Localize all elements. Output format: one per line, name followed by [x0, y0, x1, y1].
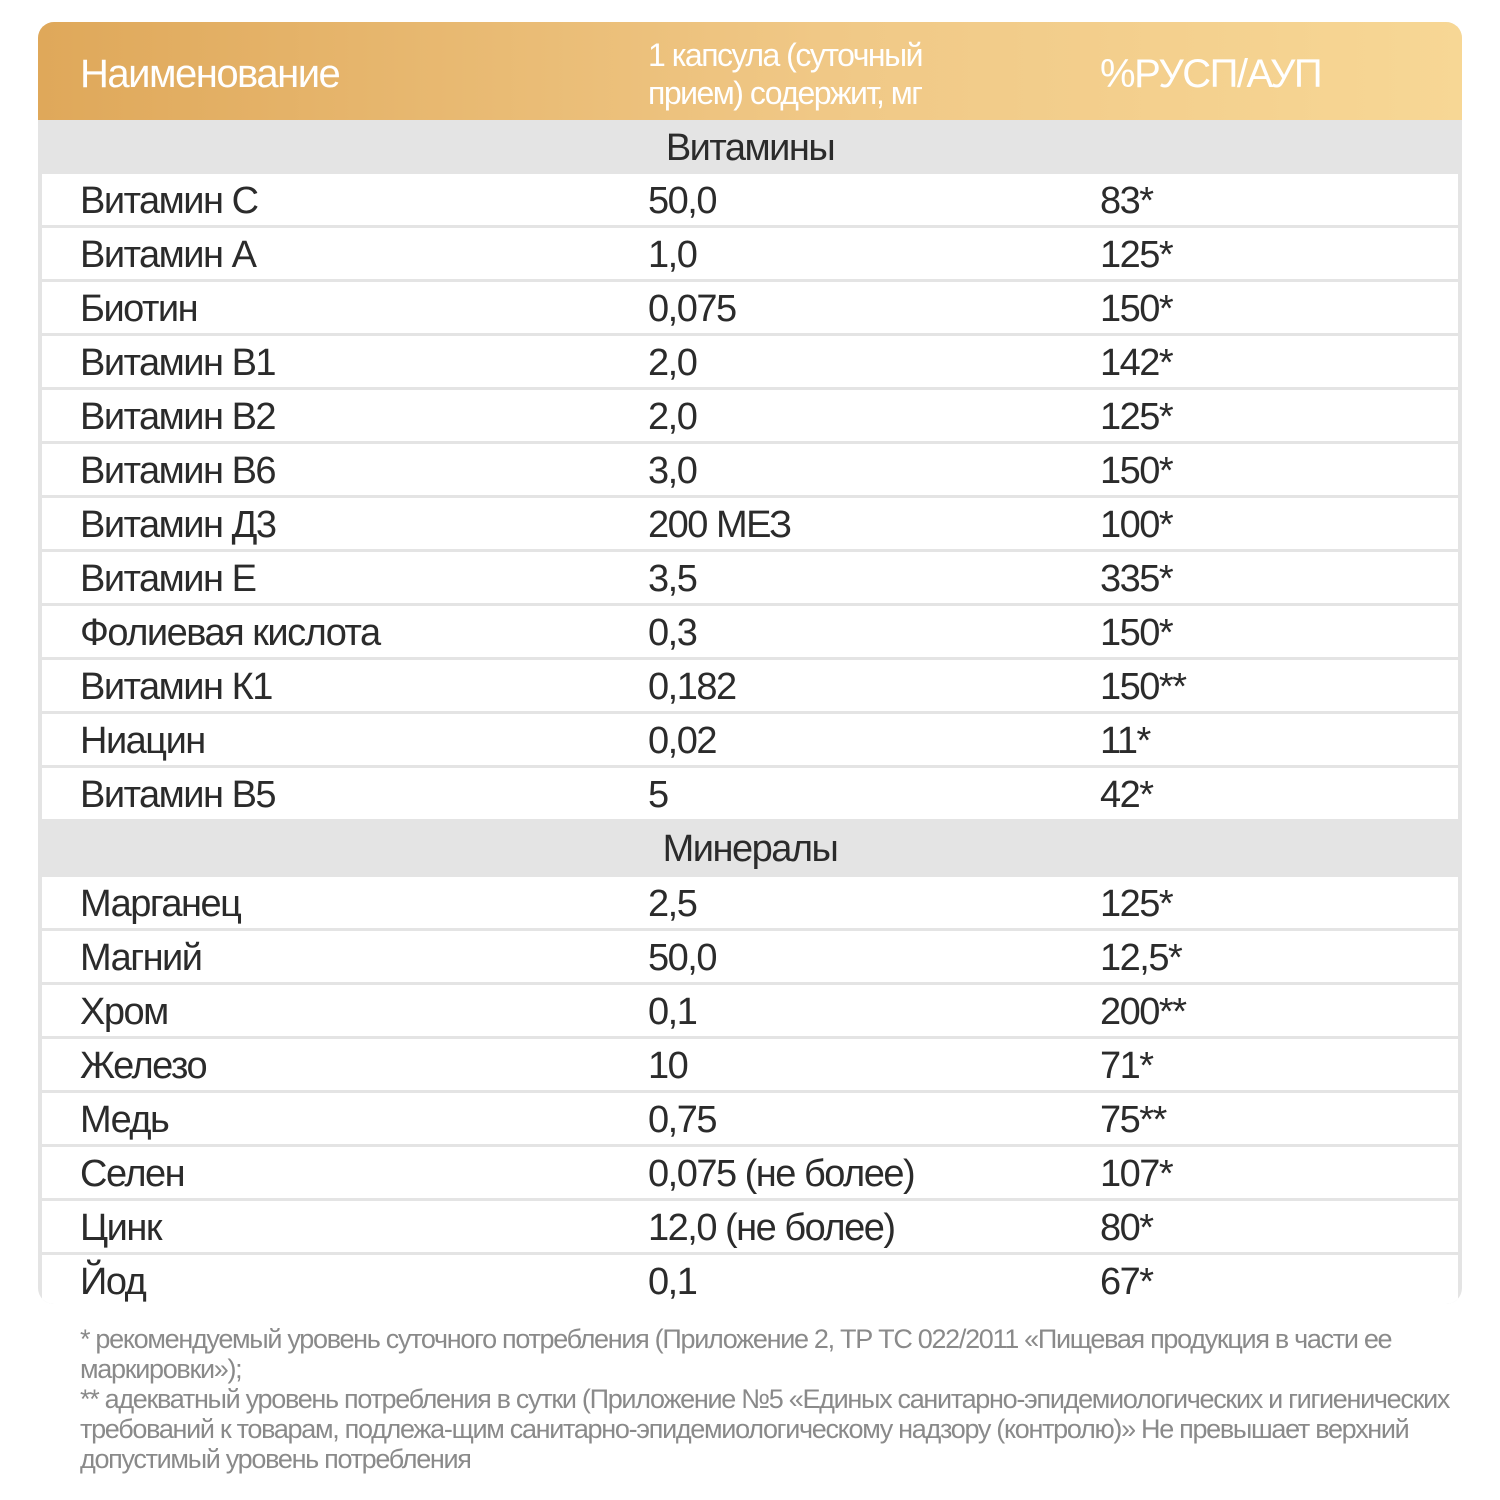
table-row	[42, 1201, 1458, 1252]
cell-name: Витамин С	[80, 180, 258, 222]
table-row	[42, 877, 1458, 928]
cell-name: Витамин Д3	[80, 504, 276, 546]
cell-percent: 150*	[1100, 450, 1173, 492]
cell-percent: 83*	[1100, 180, 1153, 222]
cell-name: Цинк	[80, 1207, 161, 1249]
cell-name: Витамин В1	[80, 342, 276, 384]
header-percent: %РУСП/АУП	[1100, 52, 1322, 96]
cell-name: Железо	[80, 1045, 207, 1087]
table-row	[42, 228, 1458, 279]
table-row	[42, 1147, 1458, 1198]
footnotes	[80, 1324, 1480, 1474]
cell-name: Магний	[80, 937, 202, 979]
vitamins-rows	[38, 174, 1462, 819]
cell-name: Витамин В2	[80, 396, 276, 438]
section-vitamins-title: Витамины	[665, 127, 835, 169]
footnote-2: ** адекватный уровень потребления в сутки (Приложение №5 «Единых санитарно-эпидемиологических и гигиенических требований к товарам, подлежа-щим санитарно-эпидемиологическому надзору (контролю)» Не превышает верхний допустимый уровень потребления	[80, 1384, 1450, 1474]
table-header	[38, 22, 1462, 120]
cell-name: Витамин Е	[80, 558, 256, 600]
minerals-rows	[38, 877, 1462, 1304]
cell-name: Биотин	[80, 288, 198, 330]
cell-amount: 0,075 (не более)	[648, 1153, 915, 1195]
cell-percent: 125*	[1100, 883, 1173, 925]
cell-percent: 107*	[1100, 1153, 1173, 1195]
cell-percent: 75**	[1100, 1099, 1166, 1141]
cell-amount: 2,0	[648, 342, 697, 384]
cell-amount: 50,0	[648, 180, 716, 222]
table-row	[42, 660, 1458, 711]
table-row	[42, 1039, 1458, 1090]
cell-percent: 100*	[1100, 504, 1173, 546]
table-row	[42, 498, 1458, 549]
cell-percent: 150*	[1100, 288, 1173, 330]
cell-amount: 0,02	[648, 720, 716, 762]
cell-percent: 12,5*	[1100, 937, 1182, 979]
table-row	[42, 1255, 1458, 1304]
table-row	[42, 606, 1458, 657]
table-row	[42, 1093, 1458, 1144]
table-row	[42, 174, 1458, 225]
cell-amount: 200 МЕЗ	[648, 504, 791, 546]
cell-name: Витамин В6	[80, 450, 276, 492]
cell-amount: 0,1	[648, 1261, 697, 1303]
cell-amount: 10	[648, 1045, 688, 1087]
table-row	[42, 714, 1458, 765]
cell-name: Витамин А	[80, 234, 256, 276]
cell-amount: 0,3	[648, 612, 697, 654]
cell-percent: 200**	[1100, 991, 1186, 1033]
cell-name: Фолиевая кислота	[80, 612, 380, 654]
cell-amount: 0,75	[648, 1099, 716, 1141]
cell-amount: 5	[648, 774, 668, 816]
cell-name: Ниацин	[80, 720, 205, 762]
header-name: Наименование	[80, 52, 340, 96]
cell-percent: 142*	[1100, 342, 1173, 384]
cell-amount: 3,5	[648, 558, 697, 600]
cell-percent: 71*	[1100, 1045, 1153, 1087]
table-row	[42, 931, 1458, 982]
cell-amount: 0,1	[648, 991, 697, 1033]
cell-percent: 80*	[1100, 1207, 1153, 1249]
nutrition-table	[38, 22, 1462, 1304]
cell-percent: 125*	[1100, 234, 1173, 276]
footnote-1: * рекомендуемый уровень суточного потребления (Приложение 2, ТР ТС 022/2011 «Пищевая продукция в части ее маркировки»);	[80, 1324, 1392, 1384]
cell-percent: 150**	[1100, 666, 1186, 708]
table-row	[42, 282, 1458, 333]
table-row	[42, 390, 1458, 441]
cell-percent: 67*	[1100, 1261, 1153, 1303]
table-row	[42, 552, 1458, 603]
cell-amount: 1,0	[648, 234, 697, 276]
cell-percent: 150*	[1100, 612, 1173, 654]
cell-name: Витамин К1	[80, 666, 272, 708]
cell-name: Витамин В5	[80, 774, 276, 816]
cell-name: Хром	[80, 991, 168, 1033]
cell-amount: 50,0	[648, 937, 716, 979]
cell-percent: 11*	[1100, 720, 1150, 762]
cell-amount: 2,5	[648, 883, 697, 925]
table-row	[42, 444, 1458, 495]
cell-percent: 42*	[1100, 774, 1153, 816]
cell-name: Селен	[80, 1153, 185, 1195]
table-row	[42, 336, 1458, 387]
cell-amount: 12,0 (не более)	[648, 1207, 895, 1249]
cell-name: Йод	[80, 1261, 146, 1303]
section-minerals-title: Минералы	[662, 828, 838, 870]
cell-name: Медь	[80, 1099, 169, 1141]
cell-percent: 335*	[1100, 558, 1173, 600]
cell-amount: 0,182	[648, 666, 736, 708]
table-row	[42, 985, 1458, 1036]
cell-amount: 3,0	[648, 450, 697, 492]
cell-percent: 125*	[1100, 396, 1173, 438]
table-row	[42, 768, 1458, 819]
header-amount: 1 капсула (суточный прием) содержит, мг	[648, 37, 922, 111]
cell-amount: 0,075	[648, 288, 736, 330]
cell-name: Марганец	[80, 883, 241, 925]
cell-amount: 2,0	[648, 396, 697, 438]
